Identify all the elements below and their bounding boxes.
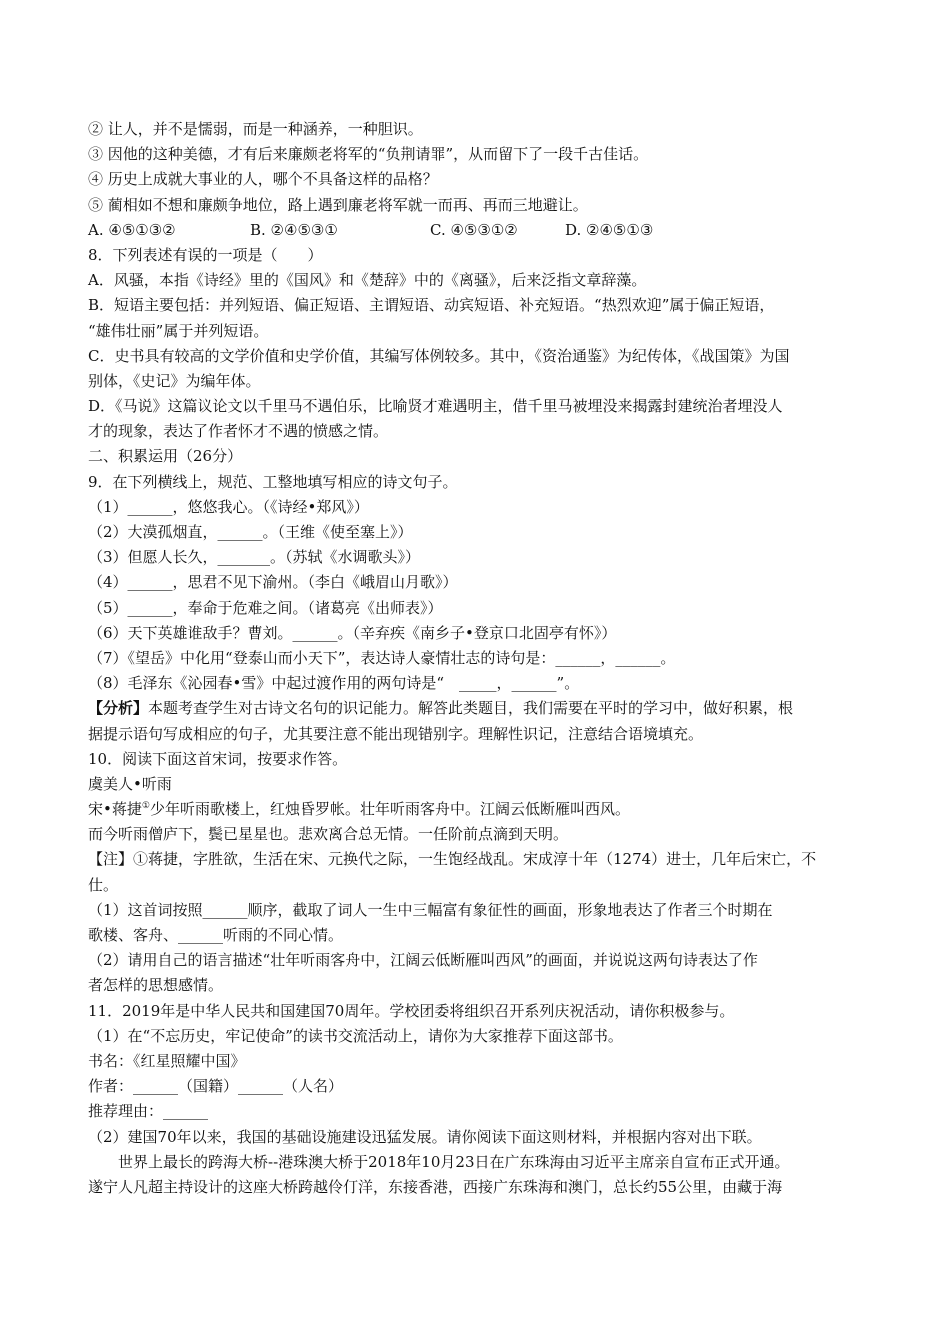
text-line: C．史书具有较高的文学价值和史学价值，其编写体例较多。其中，《资治通鉴》为纪传体，《战国策》为国 bbox=[88, 346, 790, 365]
footnote-mark: ① bbox=[141, 801, 150, 812]
analysis-tag: 【分析】 bbox=[88, 699, 149, 718]
poem-text: 少年听雨歌楼上，红烛昏罗帐。壮年听雨客舟中。江阔云低断雁叫西风。 bbox=[149, 800, 630, 819]
text-line: 作者：______（国籍）______（人名） bbox=[88, 1077, 344, 1096]
text-line: ⑤ 蔺相如不想和廉颇争地位，路上遇到廉老将军就一而再、再而三地避让。 bbox=[88, 195, 588, 214]
text-line: （2）请用自己的语言描述“壮年听雨客舟中，江阔云低断雁叫西风”的画面，并说说这两句诗表达了作 bbox=[88, 951, 758, 970]
analysis-line bbox=[88, 696, 873, 721]
text-line: （2）大漠孤烟直，______。（王维《使至塞上》） bbox=[88, 523, 413, 541]
q7-options bbox=[88, 218, 873, 243]
text-line: 遂宁人凡超主持设计的这座大桥跨越伶仃洋，东接香港，西接广东珠海和澳门，总长约55公里，由藏于海 bbox=[88, 1177, 783, 1196]
text-line: 11．2019年是中华人民共和国建国70周年。学校团委将组织召开系列庆祝活动，请你积极参与。 bbox=[88, 1001, 735, 1020]
text-line: 据提示语句写成相应的句子，尤其要注意不能出现错别字。理解性识记，注意结合语境填充。 bbox=[88, 724, 704, 743]
text-line: 才的现象，表达了作者怀才不遇的愤感之情。 bbox=[88, 422, 389, 441]
q7-option-a: A. ④⑤①③② bbox=[88, 220, 176, 239]
text-line: ② 让人，并不是懦弱，而是一种涵养，一种胆识。 bbox=[88, 120, 423, 138]
text-line: 书名：《红星照耀中国》 bbox=[88, 1051, 246, 1070]
text-line: 8．下列表述有误的一项是（ ） bbox=[88, 245, 323, 264]
text-line: “雄伟壮丽”属于并列短语。 bbox=[88, 321, 269, 340]
document-page bbox=[88, 117, 873, 1200]
text-line: （1）这首词按照______顺序，截取了词人一生中三幅富有象征性的画面，形象地表达了作者三个时期在 bbox=[88, 900, 773, 919]
text-line: （3）但愿人长久，_______。（苏轼《水调歌头》） bbox=[88, 548, 421, 567]
analysis-text: 本题考查学生对古诗文名句的识记能力。解答此类题目，我们需要在平时的学习中，做好积累，根 bbox=[148, 699, 794, 718]
q7-option-b: B. ②④⑤③① bbox=[250, 220, 338, 239]
text-line: 推荐理由：______ bbox=[88, 1102, 209, 1121]
text-line: 别体，《史记》为编年体。 bbox=[88, 371, 261, 390]
q7-option-d: D. ②④⑤①③ bbox=[565, 220, 654, 239]
text-line: （1）______，悠悠我心。（《诗经•郑风》） bbox=[88, 497, 369, 516]
text-line: （6）天下英雄谁敌手？曹刘。______。（辛弃疾《南乡子•登京口北固亭有怀》） bbox=[88, 623, 617, 642]
poem-author: 宋•蒋捷 bbox=[88, 800, 142, 819]
text-line: 10．阅读下面这首宋词，按要求作答。 bbox=[88, 749, 348, 768]
text-line: ③ 因他的这种美德，才有后来廉颇老将军的“负荆请罪”，从而留下了一段千古佳话。 bbox=[88, 145, 649, 164]
text-line: （2）建国70年以来，我国的基础设施建设迅猛发展。请你阅读下面这则材料，并根据内容对出下联。 bbox=[88, 1127, 762, 1146]
text-line: ④ 历史上成就大事业的人，哪个不具备这样的品格？ bbox=[88, 170, 438, 189]
note-line: 【注】①蒋捷，字胜欲，生活在宋、元换代之际，一生饱经战乱。宋成淳十年（1274）进士，几年后宋亡，不 bbox=[88, 850, 817, 869]
text-line: 9．在下列横线上，规范、工整地填写相应的诗文句子。 bbox=[88, 472, 458, 491]
text-line: 世界上最长的跨海大桥--港珠澳大桥于2018年10月23日在广东珠海由习近平主席亲自宣布正式开通。 bbox=[118, 1152, 790, 1171]
poem-title: 虞美人•听雨 bbox=[88, 774, 172, 793]
text-line: （7）《望岳》中化用“登泰山而小天下”，表达诗人豪情壮志的诗句是：______，______。 bbox=[88, 648, 676, 667]
poem-line: 而今听雨僧庐下，鬓已星星也。悲欢离合总无情。一任阶前点滴到天明。 bbox=[88, 825, 569, 844]
text-line: （4）______，思君不见下渝州。（李白《峨眉山月歌》） bbox=[88, 573, 458, 592]
text-line: D．《马说》这篇议论文以千里马不遇伯乐，比喻贤才难遇明主，借千里马被埋没来揭露封建统治者埋没人 bbox=[88, 397, 783, 416]
text-line: A．风骚，本指《诗经》里的《国风》和《楚辞》中的《离骚》，后来泛指文章辞藻。 bbox=[88, 271, 647, 290]
text-line: 歌楼、客舟、______听雨的不同心情。 bbox=[88, 926, 344, 944]
text-line: B．短语主要包括：并列短语、偏正短语、主谓短语、动宾短语、补充短语。“热烈欢迎”属于偏正短语， bbox=[88, 296, 775, 315]
text-line: （5）______，奉命于危难之间。（诸葛亮《出师表》） bbox=[88, 598, 443, 617]
text-line: 者怎样的思想感情。 bbox=[88, 976, 224, 995]
q7-option-c: C. ④⑤③①② bbox=[430, 220, 518, 239]
section-heading: 二、积累运用（26分） bbox=[88, 447, 243, 466]
poem-line bbox=[88, 797, 873, 822]
note-line: 仕。 bbox=[88, 875, 119, 894]
text-line: （8）毛泽东《沁园春•雪》中起过渡作用的两句诗是“ _____，______”。 bbox=[88, 674, 580, 693]
text-line: （1）在“不忘历史，牢记使命”的读书交流活动上，请你为大家推荐下面这部书。 bbox=[88, 1026, 623, 1045]
